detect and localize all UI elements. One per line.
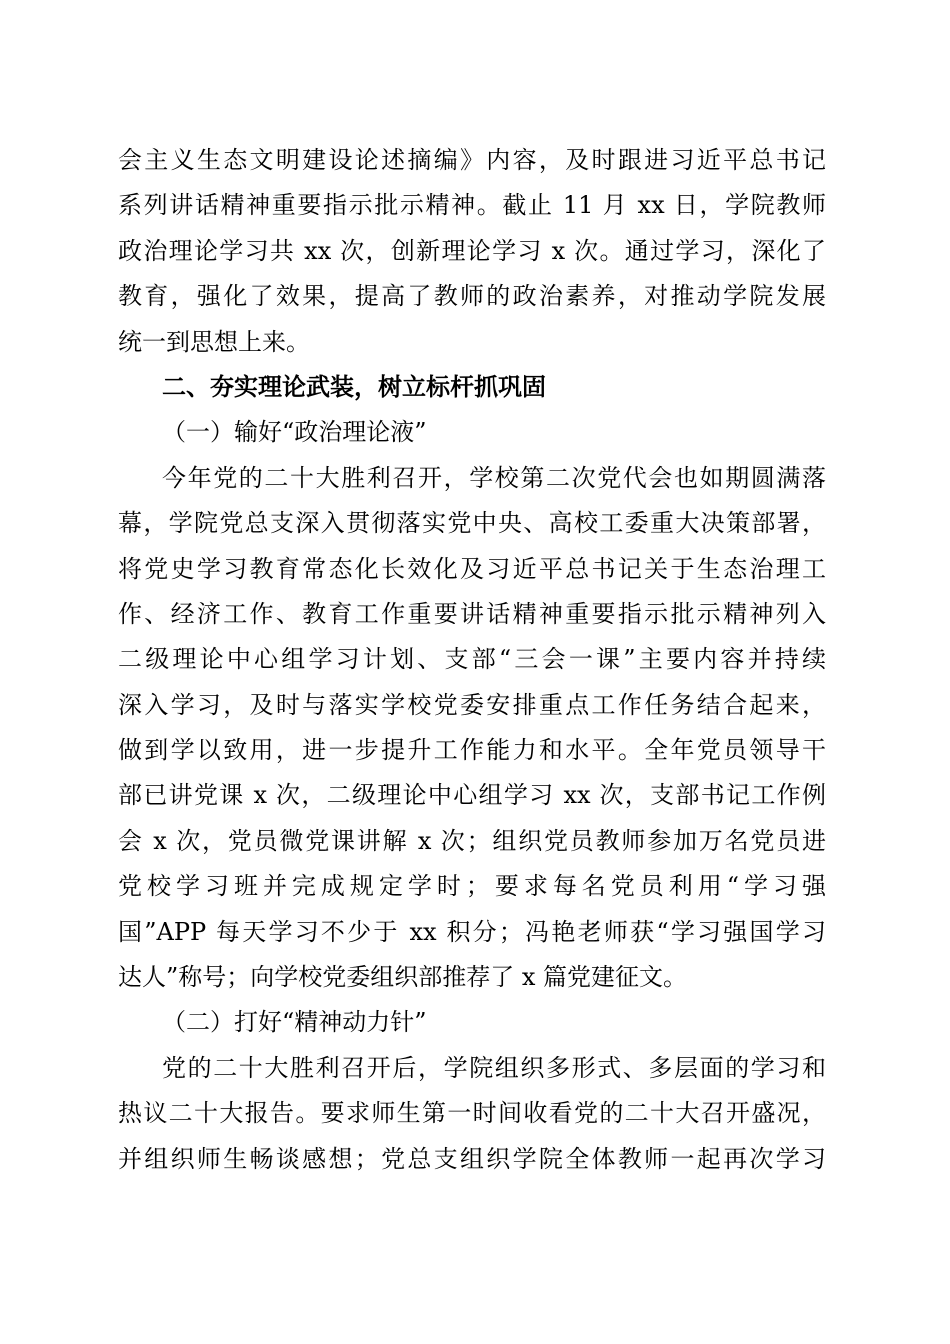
paragraph-line: 深入学习，及时与落实学校党委安排重点工作任务结合起来， (118, 690, 826, 719)
paragraph-line: 会 x 次，党员微党课讲解 x 次；组织党员教师参加万名党员进 (118, 826, 826, 855)
paragraph-line: 今年党的二十大胜利召开，学校第二次党代会也如期圆满落 (162, 463, 826, 492)
paragraph-line: 部已讲党课 x 次，二级理论中心组学习 xx 次，支部书记工作例 (118, 781, 826, 810)
paragraph-line: 统一到思想上来。 (118, 327, 310, 356)
section-heading: 二、夯实理论武装，树立标杆抓巩固 (162, 372, 546, 401)
paragraph-line: 党的二十大胜利召开后，学院组织多形式、多层面的学习和 (162, 1053, 826, 1082)
subsection-heading: （一）输好“政治理论液” (162, 418, 427, 447)
paragraph-line: 政治理论学习共 xx 次，创新理论学习 x 次。通过学习，深化了 (118, 236, 826, 265)
paragraph-line: 会主义生态文明建设论述摘编》内容，及时跟进习近平总书记 (118, 146, 826, 174)
paragraph-line: 将党史学习教育常态化长效化及习近平总书记关于生态治理工 (118, 554, 826, 583)
paragraph-line: 热议二十大报告。要求师生第一时间收看党的二十大召开盛况， (118, 1099, 826, 1128)
paragraph-line: 国”APP 每天学习不少于 xx 积分；冯艳老师获“学习强国学习 (118, 917, 826, 946)
paragraph-line: 达人”称号；向学校党委组织部推荐了 x 篇党建征文。 (118, 963, 688, 992)
paragraph-line: 做到学以致用，进一步提升工作能力和水平。全年党员领导干 (118, 736, 826, 765)
paragraph-line: 系列讲话精神重要指示批示精神。截止 11 月 xx 日，学院教师 (118, 191, 826, 220)
document-body (118, 138, 826, 1182)
paragraph-line: 二级理论中心组学习计划、支部“三会一课”主要内容并持续 (118, 645, 826, 674)
paragraph-line: 作、经济工作、教育工作重要讲话精神重要指示批示精神列入 (118, 599, 826, 628)
paragraph-line: 党校学习班并完成规定学时；要求每名党员利用“学习强 (118, 872, 826, 901)
paragraph-line: 幕，学院党总支深入贯彻落实党中央、高校工委重大决策部署， (118, 509, 826, 538)
paragraph-line: 并组织师生畅谈感想；党总支组织学院全体教师一起再次学习 (118, 1144, 826, 1173)
paragraph-line: 教育，强化了效果，提高了教师的政治素养，对推动学院发展 (118, 282, 826, 311)
subsection-heading: （二）打好“精神动力针” (162, 1008, 427, 1037)
